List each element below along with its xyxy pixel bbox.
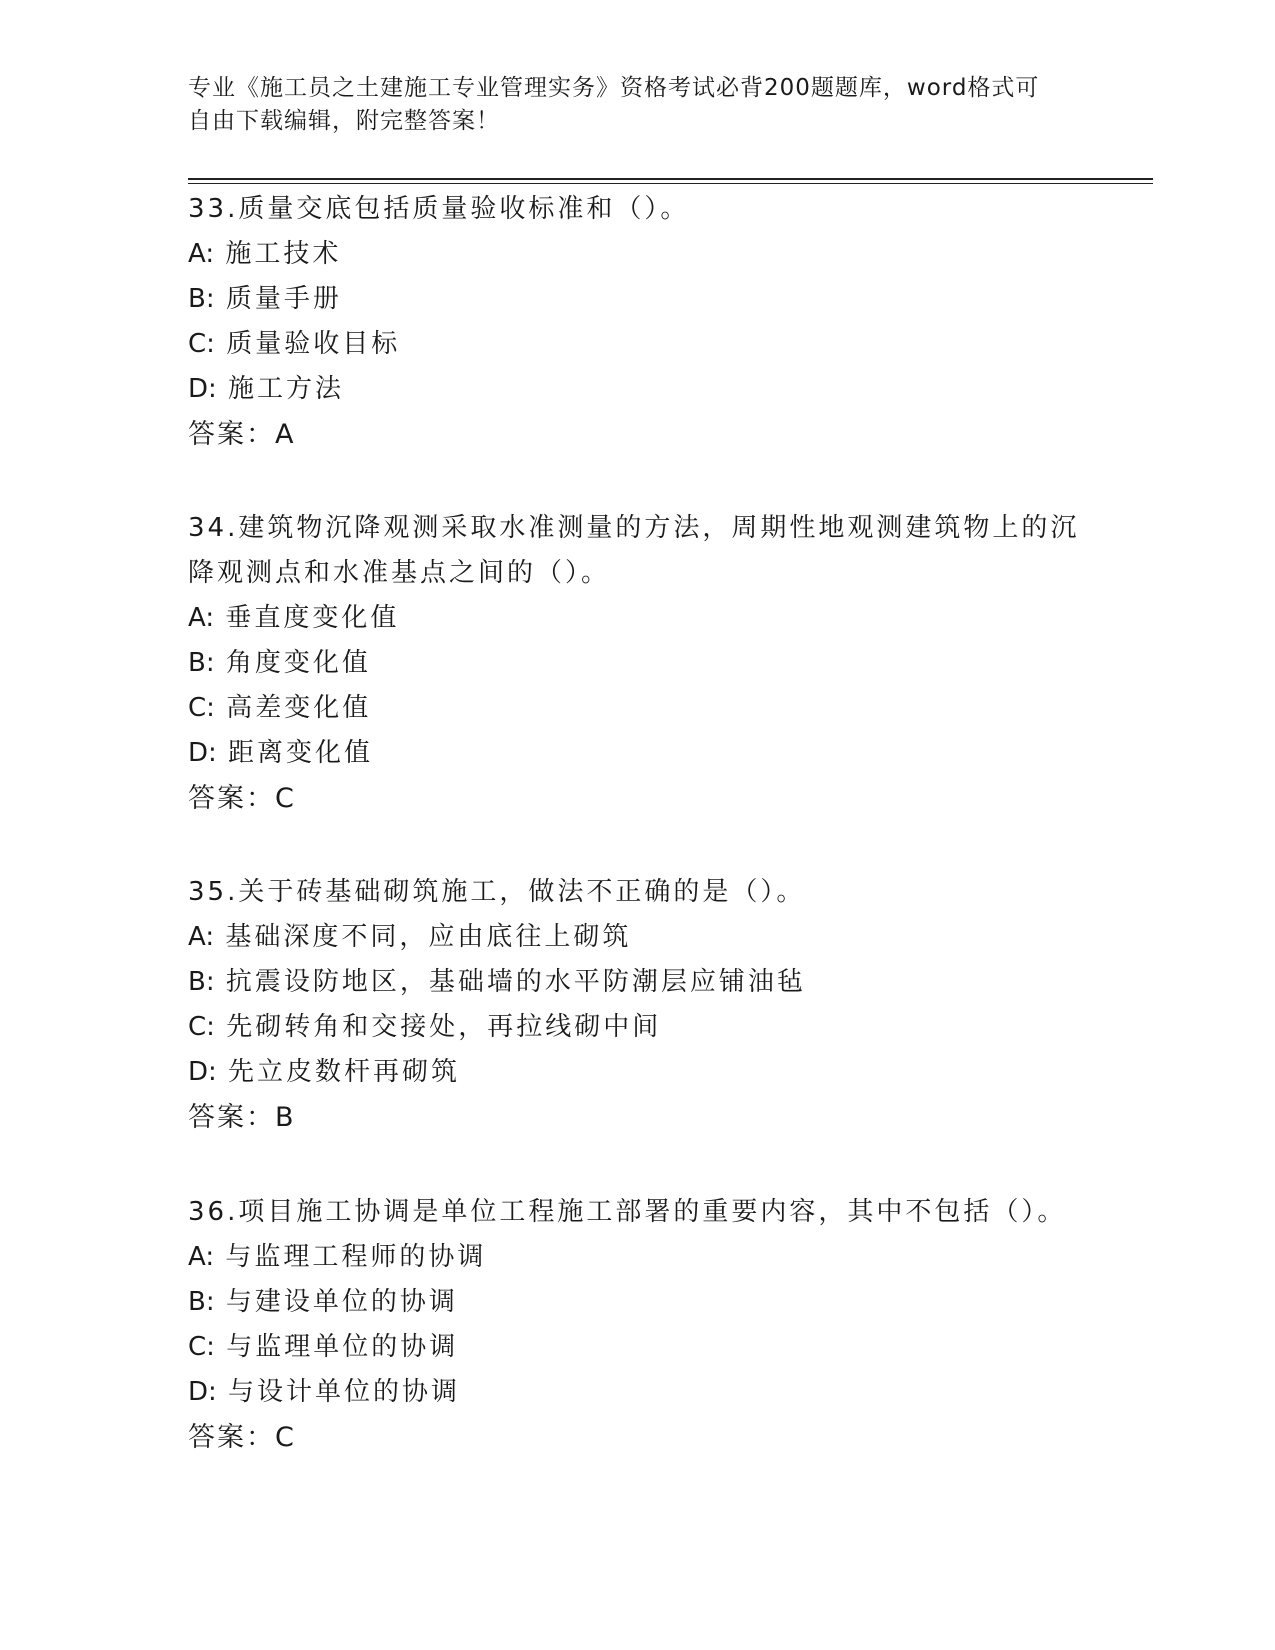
answer-label: 答案： (188, 1102, 275, 1133)
answer-value: C (275, 783, 295, 814)
header-divider-thick (188, 178, 1153, 180)
option-text: 抗震设防地区，基础墙的水平防潮层应铺油毡 (225, 967, 806, 997)
option-text: 与建设单位的协调 (225, 1287, 458, 1317)
header-line-2: 自由下载编辑，附完整答案！ (188, 108, 500, 134)
answer-line (188, 1415, 1088, 1461)
option-letter: D: (188, 1377, 217, 1407)
option-letter: C: (188, 693, 215, 723)
option-letter: B: (188, 648, 215, 678)
option-text: 高差变化值 (226, 693, 372, 723)
header-divider-thin (188, 183, 1153, 184)
option-letter: D: (188, 1057, 217, 1087)
question-stem-line-2: 降观测点和水准基点之间的（）。 (188, 558, 611, 588)
answer-value: A (275, 419, 295, 450)
option-text: 质量手册 (225, 284, 342, 314)
answer-label: 答案： (188, 419, 275, 450)
header-line-1: 专业《施工员之土建施工专业管理实务》资格考试必背200题题库，word格式可 (188, 75, 1040, 101)
question-block (188, 187, 1088, 458)
option-text: 基础深度不同，应由底往上砌筑 (225, 922, 632, 952)
option-text: 先立皮数杆再砌筑 (228, 1057, 461, 1087)
answer-line (188, 412, 1088, 458)
option-letter: B: (188, 967, 215, 997)
option-b (188, 960, 1088, 1005)
answer-line (188, 776, 1088, 822)
option-c (188, 1325, 1088, 1370)
option-text: 角度变化值 (225, 648, 371, 678)
option-text: 与监理工程师的协调 (225, 1242, 487, 1272)
option-b (188, 641, 1088, 686)
option-letter: B: (188, 1287, 215, 1317)
option-c (188, 1005, 1088, 1050)
option-text: 垂直度变化值 (225, 603, 400, 633)
option-a (188, 1235, 1088, 1280)
question-stem: 33.质量交底包括质量验收标准和（）。 (188, 194, 690, 224)
option-text: 距离变化值 (228, 738, 374, 768)
option-a (188, 232, 1088, 277)
question-stem-line-1: 34.建筑物沉降观测采取水准测量的方法，周期性地观测建筑物上的沉 (188, 513, 1080, 543)
option-letter: A: (188, 1242, 215, 1272)
option-text: 先砌转角和交接处，再拉线砌中间 (226, 1012, 662, 1042)
answer-value: C (275, 1422, 295, 1453)
answer-label: 答案： (188, 1422, 275, 1453)
option-letter: A: (188, 239, 215, 269)
option-letter: A: (188, 922, 215, 952)
option-d (188, 1370, 1088, 1415)
question-block (188, 1190, 1088, 1461)
question-stem: 36.项目施工协调是单位工程施工部署的重要内容，其中不包括（）。 (188, 1197, 1067, 1227)
option-c (188, 686, 1088, 731)
option-letter: D: (188, 738, 217, 768)
option-d (188, 367, 1088, 412)
option-letter: A: (188, 603, 215, 633)
option-letter: D: (188, 374, 217, 404)
option-b (188, 1280, 1088, 1325)
option-d (188, 731, 1088, 776)
option-text: 施工技术 (225, 239, 342, 269)
option-text: 施工方法 (228, 374, 345, 404)
option-text: 与设计单位的协调 (228, 1377, 461, 1407)
option-letter: C: (188, 1332, 215, 1362)
question-block (188, 870, 1088, 1141)
option-text: 与监理单位的协调 (226, 1332, 459, 1362)
question-stem: 35.关于砖基础砌筑施工，做法不正确的是（）。 (188, 877, 806, 907)
option-b (188, 277, 1088, 322)
option-letter: B: (188, 284, 215, 314)
option-letter: C: (188, 1012, 215, 1042)
option-text: 质量验收目标 (226, 329, 401, 359)
answer-value: B (275, 1102, 295, 1133)
option-a (188, 915, 1088, 960)
question-block (188, 506, 1088, 822)
option-letter: C: (188, 329, 215, 359)
option-d (188, 1050, 1088, 1095)
option-c (188, 322, 1088, 367)
answer-line (188, 1095, 1088, 1141)
option-a (188, 596, 1088, 641)
document-header (188, 72, 1088, 138)
answer-label: 答案： (188, 783, 275, 814)
